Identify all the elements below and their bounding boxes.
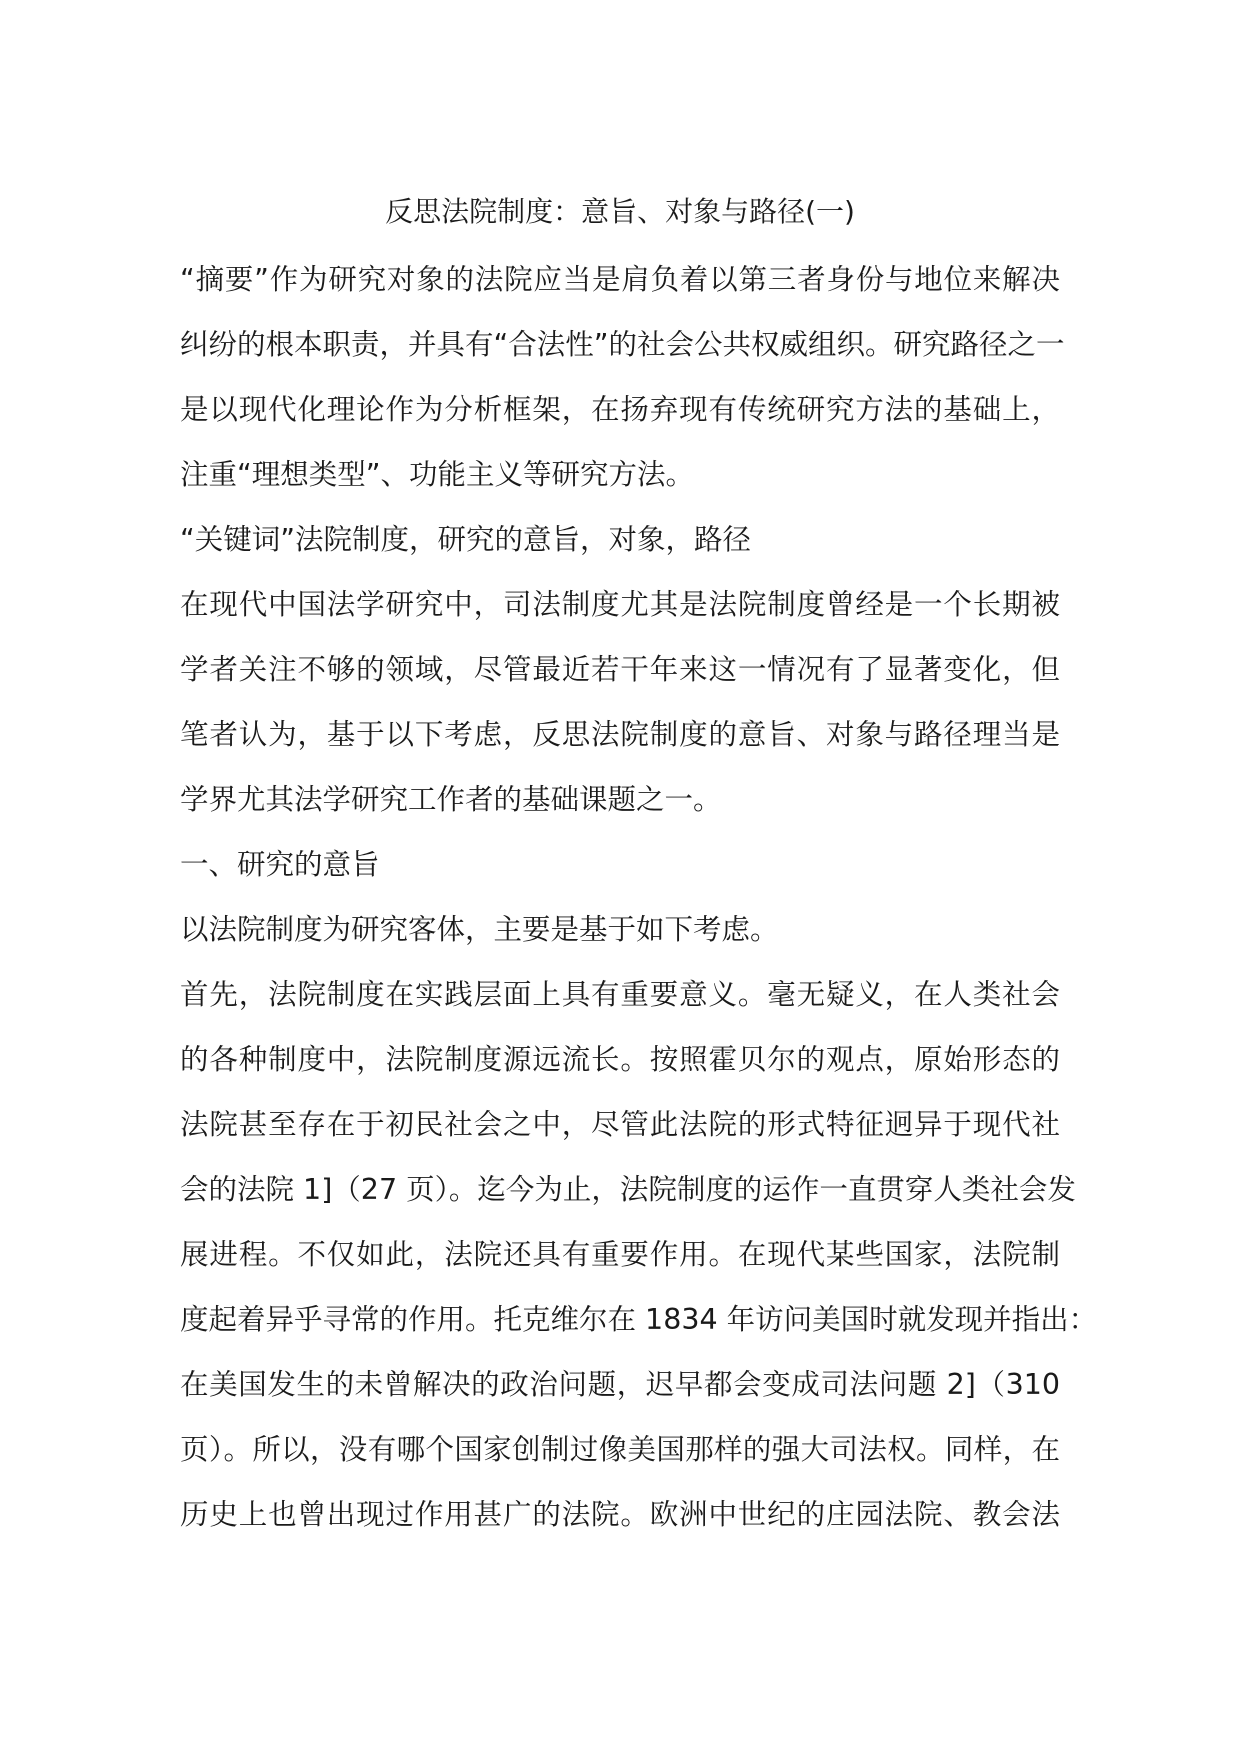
paragraph-line: 度起着异乎寻常的作用。托克维尔在 1834 年访问美国时就发现并指出： bbox=[180, 1303, 1098, 1336]
paragraph-line: 展进程。不仅如此，法院还具有重要作用。在现代某些国家，法院制 bbox=[180, 1238, 1060, 1271]
abstract-line: 纠纷的根本职责，并具有“合法性”的社会公共权威组织。研究路径之一 bbox=[180, 328, 1065, 361]
paragraph-line: 笔者认为，基于以下考虑，反思法院制度的意旨、对象与路径理当是 bbox=[180, 718, 1060, 751]
keywords-line: “关键词”法院制度，研究的意旨，对象，路径 bbox=[180, 523, 752, 556]
abstract-line: 是以现代化理论作为分析框架，在扬弃现有传统研究方法的基础上， bbox=[180, 393, 1060, 426]
paragraph-line: 历史上也曾出现过作用甚广的法院。欧洲中世纪的庄园法院、教会法 bbox=[180, 1498, 1060, 1531]
abstract-line: “摘要”作为研究对象的法院应当是肩负着以第三者身份与地位来解决 bbox=[180, 263, 1060, 296]
paragraph-line: 在现代中国法学研究中，司法制度尤其是法院制度曾经是一个长期被 bbox=[180, 588, 1060, 621]
paragraph-line: 的各种制度中，法院制度源远流长。按照霍贝尔的观点，原始形态的 bbox=[180, 1043, 1060, 1076]
paragraph-line: 页）。所以，没有哪个国家创制过像美国那样的强大司法权。同样，在 bbox=[180, 1433, 1060, 1466]
paragraph-line: 会的法院 1]（27 页）。迄今为止，法院制度的运作一直贯穿人类社会发 bbox=[180, 1173, 1076, 1206]
paragraph-line: 法院甚至存在于初民社会之中，尽管此法院的形式特征迥异于现代社 bbox=[180, 1108, 1060, 1141]
document-body bbox=[180, 252, 1098, 1552]
paragraph-line: 首先，法院制度在实践层面上具有重要意义。毫无疑义，在人类社会 bbox=[180, 978, 1060, 1011]
paragraph-line: 学者关注不够的领域，尽管最近若干年来这一情况有了显著变化，但 bbox=[180, 653, 1060, 686]
paragraph-line: 在美国发生的未曾解决的政治问题，迟早都会变成司法问题 2]（310 bbox=[180, 1368, 1060, 1401]
page-title: 反思法院制度：意旨、对象与路径(一) bbox=[385, 195, 855, 228]
paragraph-line: 以法院制度为研究客体，主要是基于如下考虑。 bbox=[180, 913, 779, 946]
section-heading: 一、研究的意旨 bbox=[180, 848, 380, 881]
abstract-line: 注重“理想类型”、功能主义等研究方法。 bbox=[180, 458, 695, 491]
paragraph-line: 学界尤其法学研究工作者的基础课题之一。 bbox=[180, 783, 722, 816]
